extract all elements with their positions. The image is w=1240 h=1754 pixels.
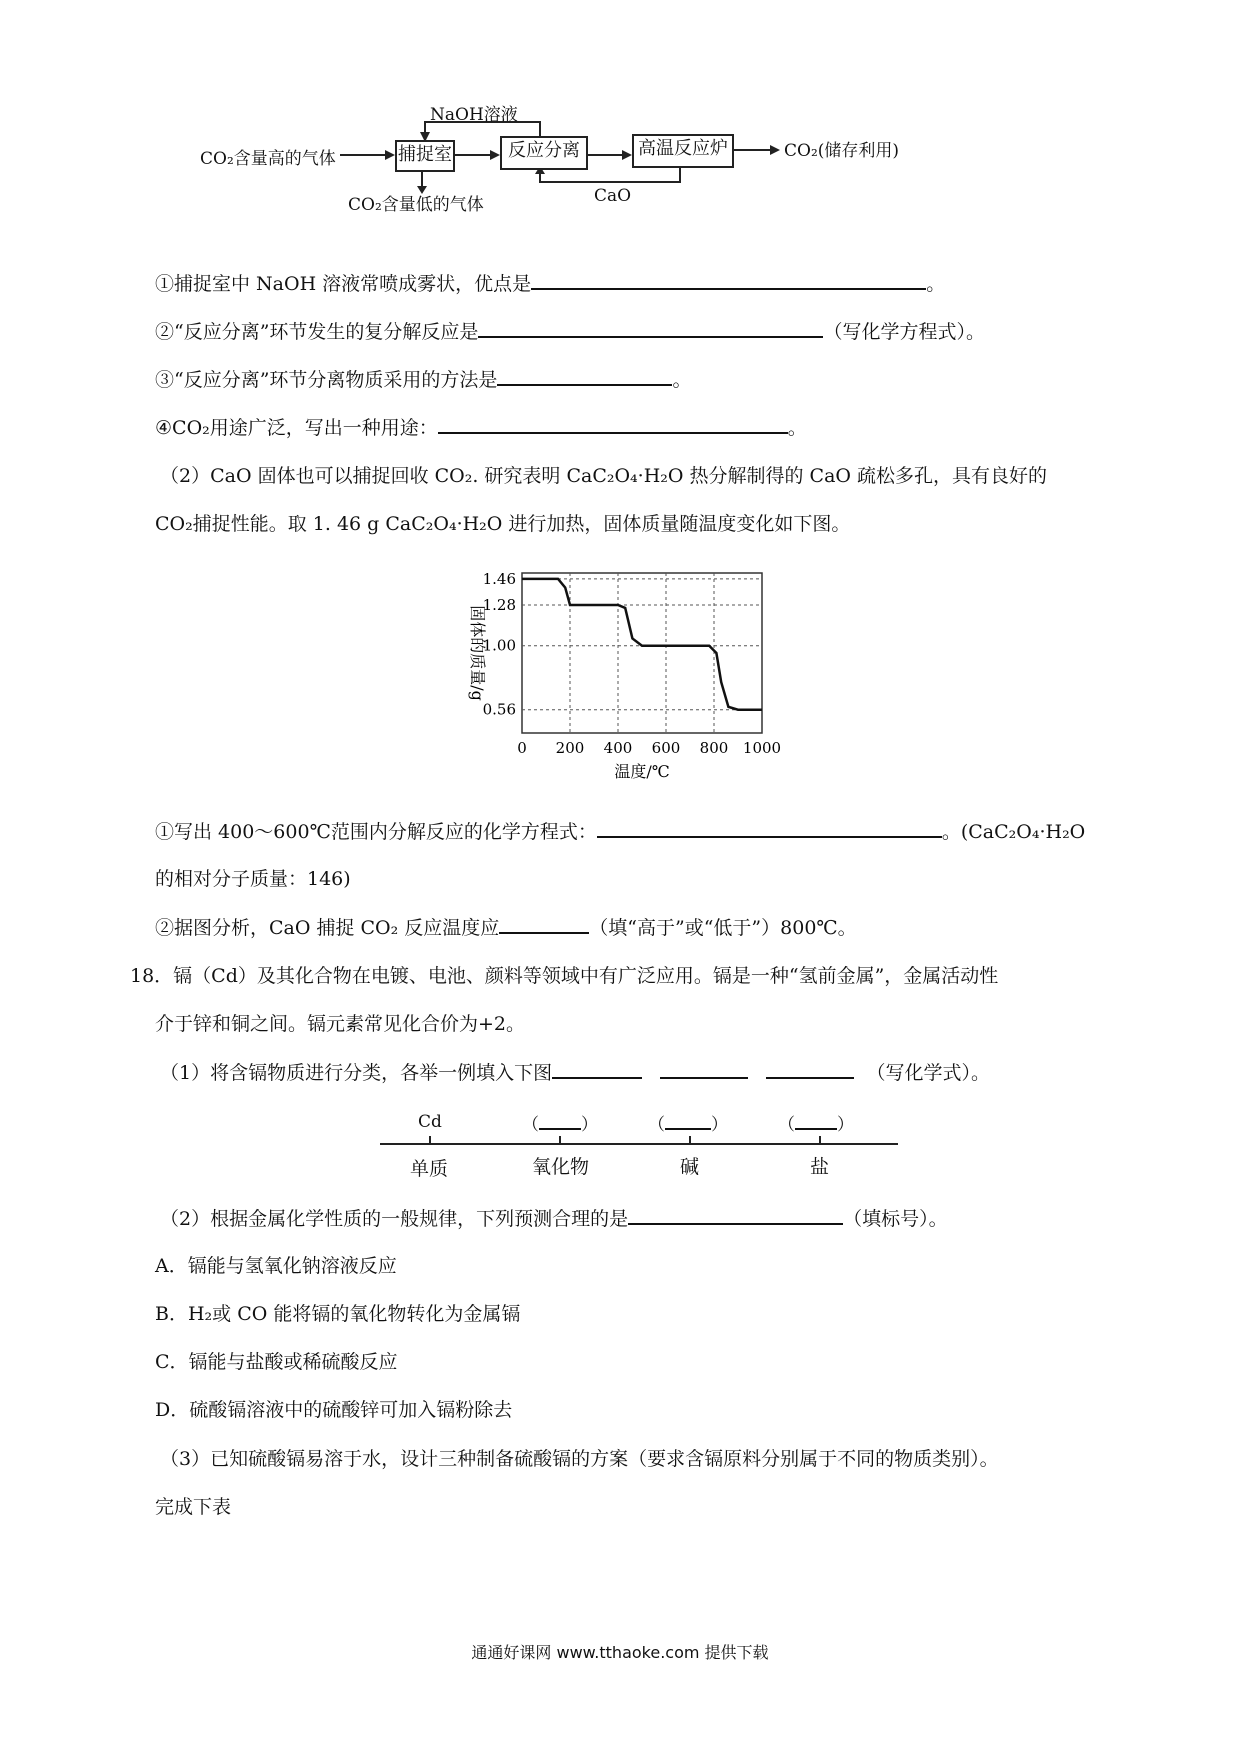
answer-blank[interactable] — [766, 1059, 854, 1079]
category-base: 碱 — [680, 1156, 700, 1178]
x-tick-label: 400 — [603, 739, 633, 757]
flow-diagram — [190, 100, 1050, 230]
option-c: C．镉能与盐酸或稀硫酸反应 — [155, 1351, 398, 1373]
answer-blank[interactable] — [628, 1205, 843, 1225]
q18-line1: 18．镉（Cd）及其化合物在电镀、电池、颜料等领域中有广泛应用。镉是一种“氢前金属”，金属活动性 — [130, 965, 999, 987]
input-gas-label: CO₂含量高的气体 — [200, 149, 336, 169]
answer-blank[interactable] — [499, 914, 589, 934]
q1-item4: ④CO₂用途广泛，写出一种用途： 。 — [155, 414, 807, 441]
naoh-label: NaOH溶液 — [430, 105, 518, 125]
answer-blank[interactable] — [665, 1114, 711, 1130]
salt-slot: （ ） — [778, 1115, 854, 1135]
q2-item1: ①写出 400～600℃范围内分解反应的化学方程式： 。(CaC₂O₄·H₂O — [155, 818, 1085, 845]
answer-blank[interactable] — [552, 1059, 642, 1079]
q2-intro-line2: CO₂捕捉性能。取 1. 46 g CaC₂O₄·H₂O 进行加热，固体质量随温度变化如下图。 — [155, 513, 851, 535]
q18-line2: 介于锌和铜之间。镉元素常见化合价为+2。 — [155, 1013, 526, 1035]
category-oxide: 氧化物 — [532, 1156, 590, 1178]
category-salt: 盐 — [810, 1156, 830, 1178]
classification-diagram — [380, 1108, 900, 1188]
q2-intro-line1: （2）CaO 固体也可以捕捉回收 CO₂. 研究表明 CaC₂O₄·H₂O 热分解制得的 CaO 疏松多孔，具有良好的 — [160, 465, 1048, 487]
furnace-box: 高温反应炉 — [632, 134, 734, 168]
y-tick-label: 0.56 — [482, 700, 516, 719]
option-d: D．硫酸镉溶液中的硫酸锌可加入镉粉除去 — [155, 1399, 513, 1421]
q2-item2: ②据图分析，CaO 捕捉 CO₂ 反应温度应 （填“高于”或“低于”）800℃。 — [155, 914, 857, 941]
q18-sub1: （1）将含镉物质进行分类，各举一例填入下图 （写化学式）。 — [160, 1059, 990, 1086]
answer-blank[interactable] — [539, 1114, 581, 1130]
q18-sub3: （3）已知硫酸镉易溶于水，设计三种制备硫酸镉的方案（要求含镉原料分别属于不同的物质类别）。 — [160, 1448, 999, 1470]
answer-blank[interactable] — [478, 318, 823, 338]
answer-blank[interactable] — [531, 270, 926, 290]
answer-blank[interactable] — [795, 1114, 837, 1130]
q1-item1: ①捕捉室中 NaOH 溶液常喷成雾状，优点是 。 — [155, 270, 945, 297]
base-slot: （ ） — [648, 1115, 728, 1135]
separation-box: 反应分离 — [500, 136, 588, 170]
answer-blank[interactable] — [497, 366, 672, 386]
output-label: CO₂(储存利用) — [784, 141, 900, 161]
mass-curve — [522, 579, 762, 710]
category-elemental: 单质 — [410, 1158, 449, 1180]
y-tick-label: 1.00 — [482, 636, 516, 655]
q1-item2: ②“反应分离”环节发生的复分解反应是 （写化学方程式）。 — [155, 318, 985, 345]
plot-frame — [522, 573, 762, 733]
low-gas-label: CO₂含量低的气体 — [348, 195, 484, 215]
answer-blank[interactable] — [660, 1059, 748, 1079]
y-tick-label: 1.46 — [482, 569, 516, 588]
answer-blank[interactable] — [597, 818, 942, 838]
x-tick-label: 1000 — [742, 739, 782, 757]
oxide-slot: （ ） — [522, 1115, 598, 1135]
y-axis-label: 固体的质量/g — [468, 605, 487, 701]
q18-sub2: （2）根据金属化学性质的一般规律，下列预测合理的是 （填标号）。 — [160, 1205, 948, 1232]
footer-source: 通通好课网 www.tthaoke.com 提供下载 — [471, 1643, 769, 1662]
y-tick-label: 1.28 — [482, 596, 516, 614]
q2-item1-cont: 的相对分子质量：146) — [155, 868, 351, 890]
capture-box: 捕捉室 — [395, 140, 455, 172]
x-axis-label: 温度/℃ — [614, 762, 670, 781]
cd-label: Cd — [418, 1112, 442, 1132]
q18-sub3-cont: 完成下表 — [155, 1496, 232, 1518]
option-a: A．镉能与氢氧化钠溶液反应 — [155, 1255, 397, 1277]
x-tick-label: 800 — [699, 739, 729, 757]
x-tick-label: 600 — [651, 739, 681, 757]
x-tick-label: 0 — [517, 739, 527, 757]
option-b: B．H₂或 CO 能将镉的氧化物转化为金属镉 — [155, 1303, 521, 1325]
x-tick-label: 200 — [555, 739, 585, 757]
mass-temperature-chart — [450, 565, 800, 795]
answer-blank[interactable] — [438, 414, 788, 434]
cao-label: CaO — [594, 186, 632, 206]
q1-item3: ③“反应分离”环节分离物质采用的方法是 。 — [155, 366, 691, 393]
chart-svg — [450, 565, 800, 795]
